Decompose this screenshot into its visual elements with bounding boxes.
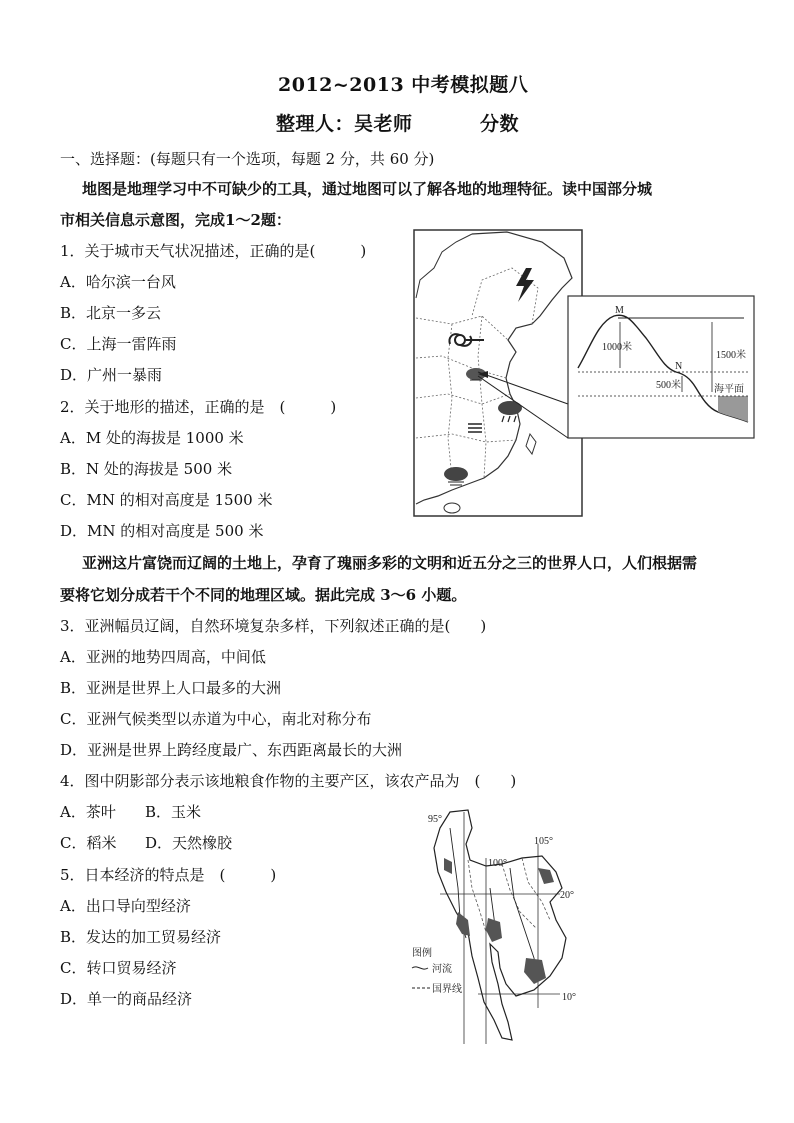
question-4-option-b[interactable]: B．玉米 <box>145 803 202 821</box>
question-5-stem: 5．日本经济的特点是 ( ) <box>60 866 277 884</box>
question-3-stem: 3．亚洲幅员辽阔，自然环境复杂多样，下列叙述正确的是( ) <box>60 617 487 635</box>
elevation-profile-panel <box>568 296 754 438</box>
legend-river-label: 河流 <box>432 964 452 975</box>
passage-1-line-1: 地图是地理学习中不可缺少的工具，通过地图可以了解各地的地理特征。读中国部分城 <box>82 180 653 198</box>
question-5-option-d[interactable]: D．单一的商品经济 <box>60 990 193 1008</box>
question-2-option-c[interactable]: C．MN 的相对高度是 1500 米 <box>60 491 273 509</box>
profile-label-n: N <box>675 361 683 372</box>
legend-river-symbol <box>412 967 428 969</box>
label-lon-95: 95° <box>428 814 442 825</box>
map-legend <box>412 946 462 995</box>
question-1-option-a[interactable]: A．哈尔滨一台风 <box>60 273 176 291</box>
question-1-stem: 1．关于城市天气状况描述，正确的是( ) <box>60 242 367 260</box>
southeast-asia-map-figure <box>410 808 586 1048</box>
question-1-option-c[interactable]: C．上海一雷阵雨 <box>60 335 177 353</box>
profile-label-500: 500米 <box>656 380 681 391</box>
question-1-option-d[interactable]: D．广州一暴雨 <box>60 366 163 384</box>
profile-label-sea-level: 海平面 <box>714 384 744 395</box>
organizer-label: 整理人：吴老师 <box>276 113 413 135</box>
rice-production-areas <box>444 858 554 984</box>
passage-2-line-1: 亚洲这片富饶而辽阔的土地上，孕育了瑰丽多彩的文明和近五分之三的世界人口，人们根据需 <box>82 554 698 572</box>
legend-border-label: 国界线 <box>432 984 462 995</box>
question-5-option-a[interactable]: A．出口导向型经济 <box>60 897 191 915</box>
china-weather-map-figure <box>412 228 757 520</box>
passage-1-line-2: 市相关信息示意图，完成1～2题： <box>60 211 291 229</box>
page-title: 2012~2013 中考模拟题八 <box>278 74 529 96</box>
profile-label-1000: 1000米 <box>602 342 632 353</box>
question-3-option-a[interactable]: A．亚洲的地势四周高，中间低 <box>60 648 266 666</box>
question-5-option-b[interactable]: B．发达的加工贸易经济 <box>60 928 222 946</box>
profile-label-1500: 1500米 <box>716 350 746 361</box>
question-3-option-b[interactable]: B．亚洲是世界上人口最多的大洲 <box>60 679 282 697</box>
passage-2-line-2: 要将它划分成若干个不同的地理区域。据此完成 3～6 小题。 <box>60 586 467 604</box>
profile-label-m: M <box>615 305 624 316</box>
legend-title: 图例 <box>412 948 432 959</box>
label-lon-100: 100° <box>488 858 507 869</box>
section-heading: 一、选择题：(每题只有一个选项，每题 2 分，共 60 分) <box>60 150 435 168</box>
question-4-option-c[interactable]: C．稻米 <box>60 834 117 852</box>
question-5-option-c[interactable]: C．转口贸易经济 <box>60 959 177 977</box>
label-lon-105: 105° <box>534 836 553 847</box>
question-3-option-c[interactable]: C．亚洲气候类型以赤道为中心，南北对称分布 <box>60 710 372 728</box>
label-lat-20: 20° <box>560 890 574 901</box>
question-4-option-d[interactable]: D．天然橡胶 <box>145 834 233 852</box>
score-label: 分数 <box>480 113 520 135</box>
question-1-option-b[interactable]: B．北京一多云 <box>60 304 162 322</box>
map-frame <box>414 230 582 516</box>
question-4-option-a[interactable]: A．茶叶 <box>60 803 116 821</box>
question-4-stem: 4．图中阴影部分表示该地粮食作物的主要产区，该农产品为 ( ) <box>60 772 517 790</box>
question-2-option-b[interactable]: B．N 处的海拔是 500 米 <box>60 460 233 478</box>
question-3-option-d[interactable]: D．亚洲是世界上跨经度最广、东西距离最长的大洲 <box>60 741 403 759</box>
question-2-stem: 2．关于地形的描述，正确的是 ( ) <box>60 398 337 416</box>
label-lat-10: 10° <box>562 992 576 1003</box>
question-2-option-a[interactable]: A．M 处的海拔是 1000 米 <box>60 429 244 447</box>
question-2-option-d[interactable]: D．MN 的相对高度是 500 米 <box>60 522 264 540</box>
